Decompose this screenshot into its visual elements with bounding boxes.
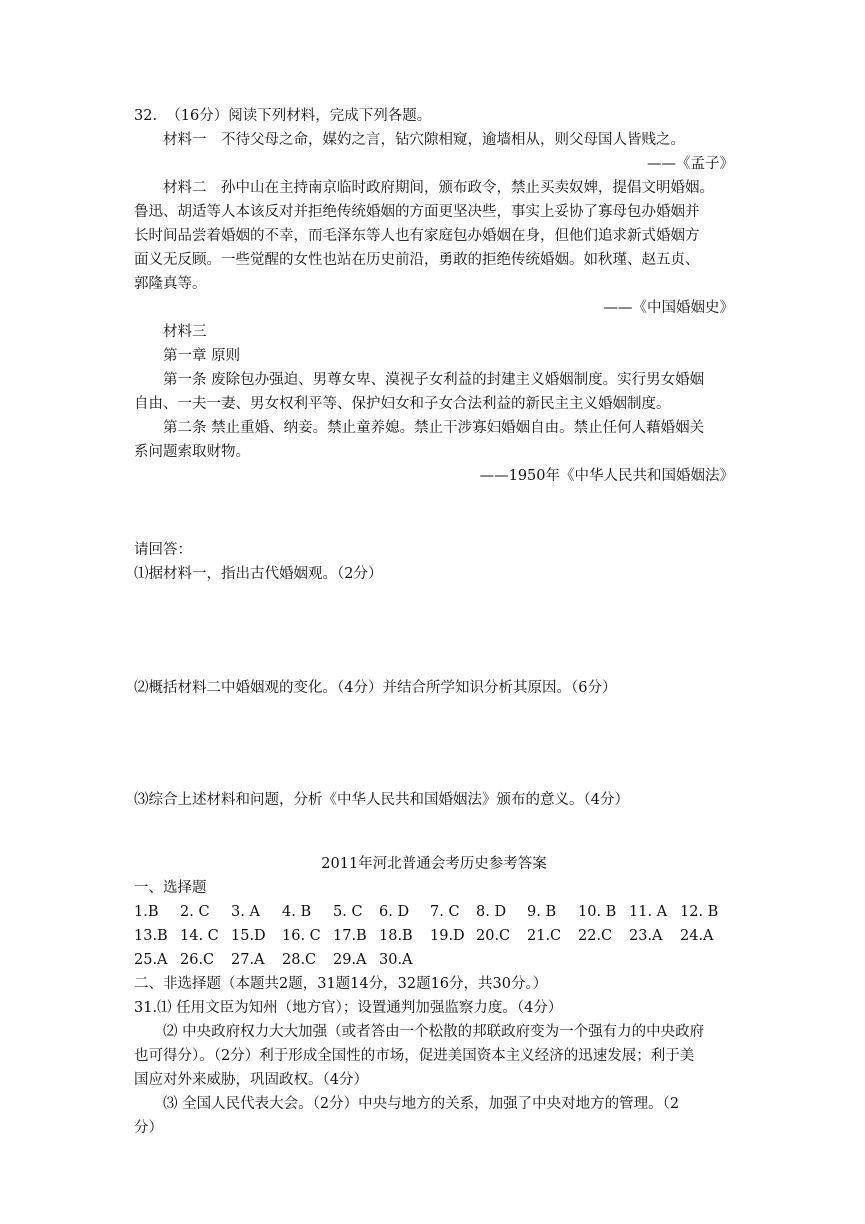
material-1-source: ——《孟子》 (647, 156, 734, 172)
mc-answer: 26.C (180, 952, 215, 968)
material-1-text: 材料一 不待父母之命，媒妁之言，钻穴隙相窥，逾墙相从，则父母国人皆贱之。 (163, 132, 685, 148)
mc-answer: 3. A (231, 904, 260, 920)
question-32-title: 32. （16分）阅读下列材料，完成下列各题。 (134, 108, 432, 124)
answer-prompt: 请回答： (134, 542, 192, 558)
answer-31-part-2-cont: 国应对外来威胁，巩固政权。（4分） (134, 1072, 368, 1088)
mc-answer: 15.D (231, 928, 266, 944)
mc-answer: 18.B (379, 928, 413, 944)
mc-answer: 22.C (578, 928, 613, 944)
mc-answer: 10. B (578, 904, 617, 920)
mc-answer: 25.A (134, 952, 168, 968)
answer-31-part-2-cont: 也可得分）。（2分）利于形成全国性的市场，促进美国资本主义经济的迅速发展；利于美 (134, 1048, 695, 1064)
mc-answer: 14. C (180, 928, 219, 944)
material-2-source: ——《中国婚姻史》 (603, 300, 734, 316)
mc-answer: 23.A (629, 928, 663, 944)
answer-31-part-3-cont: 分） (134, 1120, 163, 1136)
material-3-source: ——1950年《中华人民共和国婚姻法》 (479, 468, 734, 484)
mc-answer: 20.C (476, 928, 511, 944)
answer-31-part-2: ⑵ 中央政府权力大大加强（或者答由一个松散的邦联政府变为一个强有力的中央政府 (163, 1024, 705, 1040)
answers-title: 2011年河北普通会考历史参考答案 (321, 856, 547, 872)
mc-answers-row-3 (134, 948, 734, 972)
mc-answer: 17.B (333, 928, 367, 944)
material-3-chapter: 第一章 原则 (163, 348, 241, 364)
section-2-heading: 二、非选择题（本题共2题，31题14分，32题16分，共30分。） (134, 976, 548, 992)
mc-answer: 30.A (379, 952, 413, 968)
mc-answer: 27.A (231, 952, 265, 968)
mc-answer: 16. C (282, 928, 321, 944)
mc-answer: 11. A (629, 904, 668, 920)
answer-31-part-3: ⑶ 全国人民代表大会。（2分）中央与地方的关系，加强了中央对地方的管理。（2 (163, 1096, 680, 1112)
mc-answer: 9. B (527, 904, 557, 920)
mc-answer: 2. C (180, 904, 210, 920)
mc-answer: 13.B (134, 928, 168, 944)
mc-answer: 21.C (527, 928, 562, 944)
answer-31-part-1: 31.⑴ 任用文臣为知州（地方官）；设置通判加强监察力度。（4分） (134, 1000, 563, 1016)
section-1-heading: 一、选择题 (134, 880, 207, 896)
sub-question-2: ⑵概括材料二中婚姻观的变化。（4分）并结合所学知识分析其原因。（6分） (134, 680, 617, 696)
material-2-line: 郭隆真等。 (134, 276, 207, 292)
mc-answer: 1.B (134, 904, 159, 920)
material-2-line: 鲁迅、胡适等人本该反对并拒绝传统婚姻的方面更坚决些，事实上妥协了寡母包办婚姻并 (134, 204, 700, 220)
material-2-line: 面义无反顾。一些觉醒的女性也站在历史前沿，勇敢的拒绝传统婚姻。如秋瑾、赵五贞、 (134, 252, 700, 268)
mc-answer: 7. C (430, 904, 460, 920)
mc-answer: 8. D (476, 904, 507, 920)
mc-answer: 5. C (333, 904, 363, 920)
sub-question-3: ⑶综合上述材料和问题，分析《中华人民共和国婚姻法》颁布的意义。（4分） (134, 792, 629, 808)
document-page (134, 104, 734, 1140)
mc-answers-row-1 (134, 900, 734, 924)
mc-answer: 29.A (333, 952, 367, 968)
material-3-label: 材料三 (163, 324, 207, 340)
material-3-article-1: 第一条 废除包办强迫、男尊女卑、漠视子女利益的封建主义婚姻制度。实行男女婚姻 (163, 372, 705, 388)
mc-answer: 4. B (282, 904, 312, 920)
material-3-article-2-cont: 系问题索取财物。 (134, 444, 250, 460)
mc-answer: 28.C (282, 952, 317, 968)
mc-answer: 19.D (430, 928, 465, 944)
mc-answers-row-2 (134, 924, 734, 948)
material-2-line: 材料二 孙中山在主持南京临时政府期间，颁布政令，禁止买卖奴婢，提倡文明婚姻。 (163, 180, 714, 196)
material-3-article-1-cont: 自由、一夫一妻、男女权利平等、保护妇女和子女合法利益的新民主主义婚姻制度。 (134, 396, 671, 412)
mc-answer: 6. D (379, 904, 410, 920)
mc-answer: 12. B (680, 904, 719, 920)
material-2-line: 长时间品尝着婚姻的不幸，而毛泽东等人也有家庭包办婚姻在身，但他们追求新式婚姻方 (134, 228, 700, 244)
mc-answer: 24.A (680, 928, 714, 944)
material-3-article-2: 第二条 禁止重婚、纳妾。禁止童养媳。禁止干涉寡妇婚姻自由。禁止任何人藉婚姻关 (163, 420, 705, 436)
sub-question-1: ⑴据材料一，指出古代婚姻观。（2分） (134, 566, 383, 582)
